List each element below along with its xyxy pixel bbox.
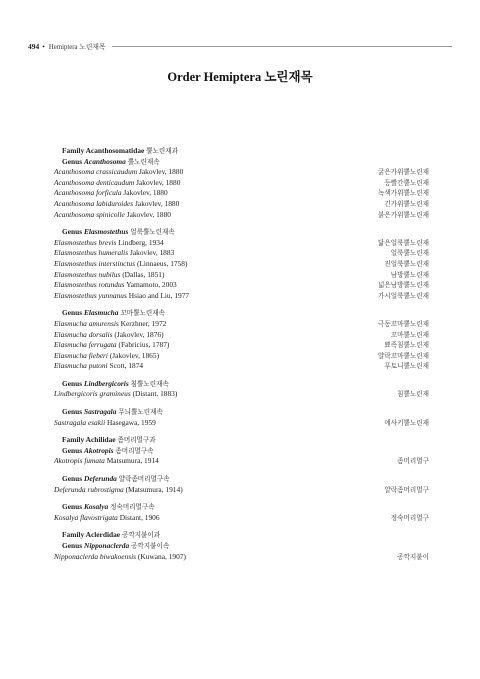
species-row — [54, 418, 429, 429]
species-korean-name: 에사키뿔노린재 — [384, 418, 429, 427]
species-row — [54, 389, 429, 400]
species-label — [54, 552, 186, 563]
species-author: Distant, 1906 — [119, 512, 160, 522]
species-row — [54, 210, 429, 221]
species-name: Elasmostethus brevis — [54, 237, 117, 247]
genus-name: Acanthosoma — [83, 156, 126, 166]
species-name: Acanthosoma crassicaudum — [54, 167, 138, 177]
species-row — [54, 178, 429, 189]
species-name: Elasmucha amurensis — [54, 318, 119, 328]
species-name: Elasmucha fieberi — [54, 350, 108, 360]
family-label — [62, 435, 156, 446]
species-row — [54, 291, 429, 302]
genus-korean-name: 꼬마뿔노린재속 — [120, 309, 165, 318]
species-label — [54, 280, 177, 291]
species-korean-name: 긴가위뿔노린재 — [384, 199, 429, 208]
species-name: Acanthosoma forficula — [54, 188, 122, 198]
species-korean-name: 푸토니뿔노린재 — [384, 362, 429, 371]
genus-label: Genus Sastragala 무늬뿔노린재속 — [62, 407, 163, 417]
genus-korean-name: 침뿔노린재속 — [130, 379, 169, 388]
genus-name: Elasmostethus — [83, 227, 129, 237]
genus-korean-name: 뿔노린재속 — [127, 157, 160, 166]
species-label — [54, 330, 164, 341]
species-name: Sastragala esakii — [54, 417, 106, 427]
species-name: Acanthosoma spinicolle — [54, 209, 125, 219]
genus-korean-name: 좀머리멸구속 — [115, 446, 154, 455]
family-name: Family Acanthosomatidae — [62, 146, 145, 155]
species-author: Scott, 1874 — [109, 361, 144, 371]
species-name: Elasmostethus yunnanus — [54, 290, 127, 300]
species-korean-name: 정숙머리멸구 — [390, 513, 429, 522]
species-row — [54, 280, 429, 291]
species-label — [54, 485, 183, 496]
block-gap — [54, 467, 429, 474]
species-row — [54, 188, 429, 199]
species-name: Akotropis fumata — [54, 456, 105, 466]
family-label — [62, 146, 178, 157]
species-author: (Matsumura, 1914) — [125, 484, 183, 494]
species-author: Jakovlev, 1880 — [136, 177, 181, 187]
species-row — [54, 485, 429, 496]
genus-name: Kosalya — [83, 502, 109, 512]
species-label — [54, 270, 164, 281]
species-label — [54, 259, 187, 270]
species-author: Jakovlev, 1880 — [126, 209, 171, 219]
species-name: Elasmostethus rotundus — [54, 280, 125, 290]
species-korean-name: 붉은가위뿔노린재 — [378, 210, 429, 219]
species-label — [54, 340, 169, 351]
genus-name: Lindbergicoris — [83, 378, 129, 388]
genus-heading — [54, 379, 429, 390]
genus-heading — [54, 541, 429, 552]
page-title: Order Hemiptera 노린재목 — [167, 70, 313, 84]
species-label — [54, 199, 179, 210]
species-row — [54, 199, 429, 210]
genus-heading — [54, 407, 429, 418]
header-bullet: • — [42, 41, 45, 51]
species-author: Jakovlev, 1880 — [139, 167, 184, 177]
genus-korean-name: 무늬뿔노린재속 — [118, 408, 163, 417]
species-korean-name: 굵은가위뿔노린재 — [378, 168, 429, 177]
genus-label: Genus Deferunda 얄락좀머리멸구속 — [62, 474, 170, 484]
species-name: Elasmucha dorsalis — [54, 329, 113, 339]
species-author: Jakovlev, 1880 — [123, 188, 168, 198]
family-name: Family Achilidae — [62, 435, 116, 445]
genus-korean-name: 얄락좀머리멸구속 — [118, 475, 170, 484]
species-korean-name: 꼬마뿔노린재 — [390, 330, 429, 339]
species-author: (Fabricius, 1787) — [118, 340, 170, 350]
species-row — [54, 513, 429, 524]
species-label — [54, 351, 159, 362]
species-author: (Linnaeus, 1758) — [136, 258, 188, 268]
species-korean-name: 녹색가위뿔노린재 — [378, 189, 429, 198]
genus-heading — [54, 157, 429, 168]
species-label — [54, 248, 174, 259]
species-korean-name: 침뿔노린재 — [397, 390, 429, 399]
family-korean-name: 공깍지붙이과 — [121, 531, 161, 540]
species-label — [54, 188, 168, 199]
species-korean-name: 등빨간뿔노린재 — [384, 178, 429, 187]
species-name: Deferunda rubrostigma — [54, 484, 124, 494]
species-label — [54, 418, 156, 429]
family-korean-name: 뿔노린재과 — [146, 147, 179, 155]
species-row — [54, 259, 429, 270]
species-name: Acanthosoma denticaudum — [54, 177, 135, 187]
species-label — [54, 178, 180, 189]
species-author: Matsumura, 1914 — [106, 456, 159, 466]
block-gap — [54, 523, 429, 530]
species-name: Elasmucha putoni — [54, 361, 108, 371]
genus-label: Genus Acanthosoma 뿔노린재속 — [62, 156, 160, 166]
species-korean-name: 뾰족침뿔노린재 — [384, 341, 429, 350]
species-row — [54, 238, 429, 249]
species-label — [54, 513, 160, 524]
species-row — [54, 270, 429, 281]
species-label — [54, 389, 177, 400]
taxon-list — [54, 146, 429, 562]
genus-korean-name: 정숙머리멸구속 — [110, 503, 155, 512]
page-number: 494 — [28, 41, 40, 51]
block-gap — [54, 220, 429, 227]
species-korean-name: 가시얼룩뿔노린재 — [378, 291, 429, 300]
species-label — [54, 291, 189, 302]
species-korean-name: 닮은얼룩뿔노린재 — [378, 238, 429, 247]
species-author: (Distant, 1883) — [132, 389, 178, 399]
species-author: Jakovlev, 1883 — [129, 248, 175, 258]
species-name: Nipponaclerda biwakoensis — [54, 551, 137, 561]
genus-label: Genus Kosalya 정숙머리멸구속 — [62, 502, 155, 512]
genus-label: Genus Akotropis 좀머리멸구속 — [62, 445, 154, 455]
genus-label: Genus Lindbergicoris 침뿔노린재속 — [62, 378, 169, 388]
species-author: (Jakovlev, 1865) — [109, 350, 160, 360]
species-name: Lindbergicoris gramineus — [54, 389, 131, 399]
species-korean-name: 남방뿔노린재 — [390, 270, 429, 279]
species-author: Kerzhner, 1972 — [120, 318, 167, 328]
species-name: Kosalya flavostrigata — [54, 512, 118, 522]
species-row — [54, 167, 429, 178]
page-header — [28, 41, 452, 51]
species-name: Elasmostethus nubilus — [54, 269, 121, 279]
block-gap — [54, 495, 429, 502]
species-row — [54, 340, 429, 351]
genus-label: Genus Elasmucha 꼬마뿔노린재속 — [62, 308, 165, 318]
running-title: Hemiptera 노린재목 — [48, 44, 106, 51]
species-name: Elasmostethus humeralis — [54, 248, 129, 258]
family-heading — [54, 146, 429, 157]
species-row — [54, 319, 429, 330]
family-heading — [54, 530, 429, 541]
genus-korean-name: 공깍지붙이속 — [131, 542, 170, 550]
species-korean-name: 넓은남방뿔노린재 — [378, 281, 429, 290]
genus-name: Deferunda — [83, 474, 117, 484]
block-gap — [54, 400, 429, 407]
species-label — [54, 456, 159, 467]
genus-heading — [54, 446, 429, 457]
genus-heading — [54, 227, 429, 238]
genus-label: Genus Nipponaclerda 공깍지붙이속 — [62, 541, 170, 550]
species-name: Elasmucha ferrugata — [54, 340, 117, 350]
species-author: Lindberg, 1934 — [118, 237, 164, 247]
genus-name: Elasmucha — [83, 308, 119, 318]
species-author: Hsiao and Liu, 1977 — [128, 290, 190, 300]
block-gap — [54, 301, 429, 308]
family-name: Family Aclerdidae — [62, 530, 121, 540]
block-gap — [54, 372, 429, 379]
species-label — [54, 167, 183, 178]
species-row — [54, 351, 429, 362]
genus-label: Genus Elasmostethus 얼룩뿔노린재속 — [62, 227, 175, 237]
species-label — [54, 361, 143, 372]
species-author: Yamamoto, 2003 — [126, 280, 177, 290]
family-heading — [54, 435, 429, 446]
species-korean-name: 얄락꼬마뿔노린재 — [378, 351, 429, 360]
genus-heading — [54, 474, 429, 485]
species-row — [54, 552, 429, 563]
genus-heading — [54, 502, 429, 513]
species-author: (Jakovlev, 1876) — [114, 329, 164, 339]
genus-name: Sastragala — [83, 407, 117, 417]
family-korean-name: 좀머리멸구과 — [117, 436, 156, 445]
species-label — [54, 319, 166, 330]
species-row — [54, 248, 429, 259]
species-name: Acanthosoma labiduroides — [54, 198, 134, 208]
species-name: Elasmostethus interstinctus — [54, 258, 136, 268]
genus-heading — [54, 308, 429, 319]
species-author: (Kuwana, 1907) — [137, 551, 186, 561]
genus-name: Akotropis — [83, 445, 114, 455]
genus-korean-name: 얼룩뿔노린재속 — [130, 228, 175, 237]
species-author: (Dallas, 1851) — [122, 269, 165, 279]
species-author: Hasegawa, 1959 — [106, 417, 156, 427]
genus-name: Nipponaclerda — [83, 541, 130, 550]
species-author: Jakovlev, 1880 — [135, 198, 180, 208]
species-row — [54, 361, 429, 372]
species-row — [54, 330, 429, 341]
species-korean-name: 좀머리멸구 — [397, 457, 429, 466]
species-korean-name: 극동꼬마뿔노린재 — [378, 319, 429, 328]
family-label — [62, 530, 160, 541]
block-gap — [54, 428, 429, 435]
species-korean-name: 얄락좀머리멸구 — [384, 485, 429, 494]
species-korean-name: 진얼룩뿔노린재 — [384, 259, 429, 268]
species-korean-name: 얼룩뿔노린재 — [390, 249, 429, 258]
species-row — [54, 456, 429, 467]
species-label — [54, 238, 164, 249]
species-korean-name: 공깍지붙이 — [397, 552, 429, 561]
species-label — [54, 210, 171, 221]
header-rule — [112, 46, 452, 47]
